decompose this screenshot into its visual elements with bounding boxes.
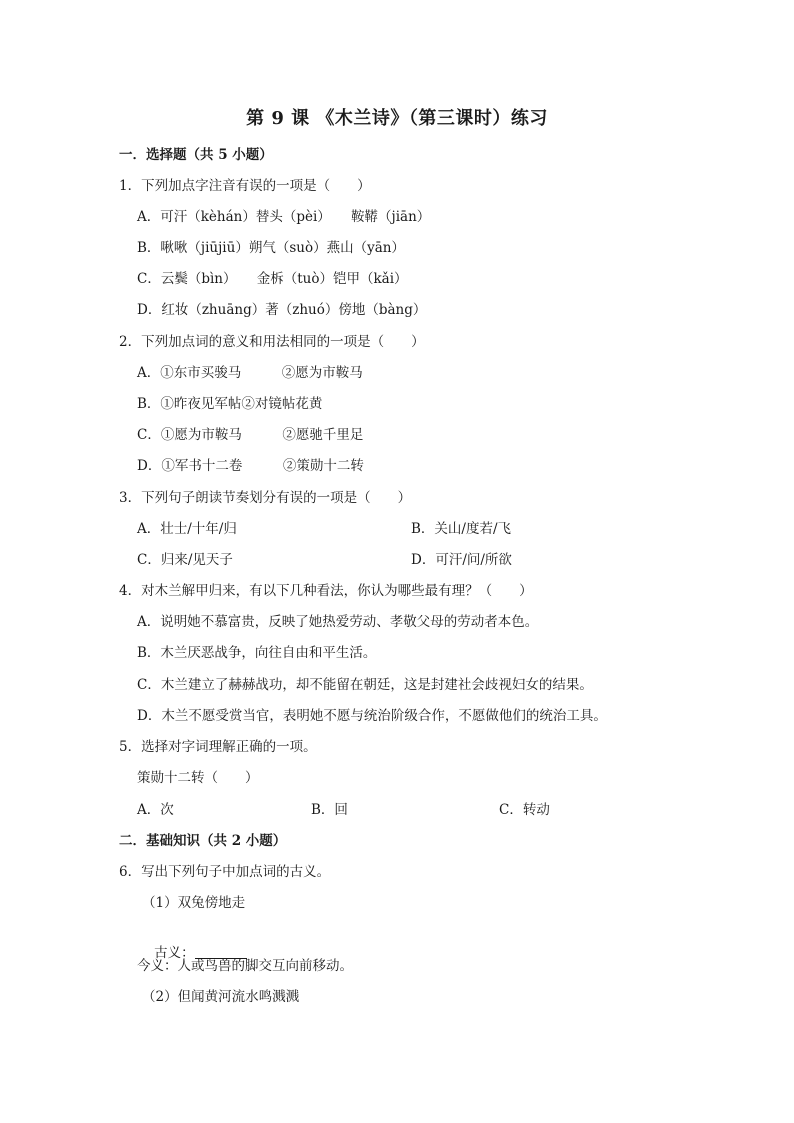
q3-option-c: C．归来/见天子 <box>137 552 233 568</box>
section-heading-choice: 一．选择题（共 5 小题） <box>119 147 273 163</box>
q4-option-d: D．木兰不愿受赏当官，表明她不愿与统治阶级合作，不愿做他们的统治工具。 <box>137 708 607 724</box>
question-3-stem: 3．下列句子朗读节奏划分有误的一项是（ ） <box>119 490 412 506</box>
q2-option-a: A．①东市买骏马 ②愿为市鞍马 <box>137 365 363 381</box>
q5-prompt: 策勋十二转（ ） <box>137 770 259 786</box>
q6-part-1: （1）双兔傍地走 <box>142 895 246 911</box>
q6-modern-meaning: 今义：人或鸟兽的脚交互向前移动。 <box>137 958 353 974</box>
question-2-stem: 2．下列加点词的意义和用法相同的一项是（ ） <box>119 334 425 350</box>
q1-option-a: A．可汗（kèhán）替头（pèi） 鞍鞯（jiān） <box>137 209 431 225</box>
q2-option-b: B．①昨夜见军帖②对镜帖花黄 <box>137 396 323 412</box>
question-6-stem: 6．写出下列句子中加点词的古义。 <box>119 864 331 880</box>
ancient-meaning-label: 古义： <box>154 945 195 961</box>
q3-option-a: A．壮士/十年/归 <box>137 521 237 537</box>
section-heading-basics: 二．基础知识（共 2 小题） <box>119 833 287 849</box>
question-4-stem: 4．对木兰解甲归来，有以下几种看法，你认为哪些最有理？（ ） <box>119 583 533 599</box>
page-title: 第 9 课 《木兰诗》（第三课时）练习 <box>246 108 548 129</box>
question-5-stem: 5．选择对字词理解正确的一项。 <box>119 739 317 755</box>
q4-option-a: A．说明她不慕富贵，反映了她热爱劳动、孝敬父母的劳动者本色。 <box>137 614 539 630</box>
q1-option-d: D．红妆（zhuāng）著（zhuó）傍地（bàng） <box>137 302 427 318</box>
q5-option-a: A．次 <box>137 802 174 818</box>
q5-option-c: C．转动 <box>499 802 550 818</box>
q4-option-b: B．木兰厌恶战争，向往自由和平生活。 <box>137 645 377 661</box>
q1-option-c: C．云鬓（bìn） 金柝（tuò）铠甲（kǎi） <box>137 271 408 287</box>
q3-option-b: B．关山/度若/飞 <box>411 521 512 537</box>
q2-option-c: C．①愿为市鞍马 ②愿驰千里足 <box>137 427 364 443</box>
q4-option-c: C．木兰建立了赫赫战功，却不能留在朝廷，这是封建社会歧视妇女的结果。 <box>137 677 593 693</box>
q5-option-b: B．回 <box>311 802 348 818</box>
q1-option-b: B．啾啾（jiūjiū）朔气（suò）燕山（yān） <box>137 240 405 256</box>
q3-option-d: D．可汗/问/所欲 <box>411 552 512 568</box>
q2-option-d: D．①军书十二卷 ②策勋十二转 <box>137 458 364 474</box>
q6-part-2: （2）但闻黄河流水鸣溅溅 <box>142 989 300 1005</box>
question-1-stem: 1．下列加点字注音有误的一项是（ ） <box>119 178 371 194</box>
